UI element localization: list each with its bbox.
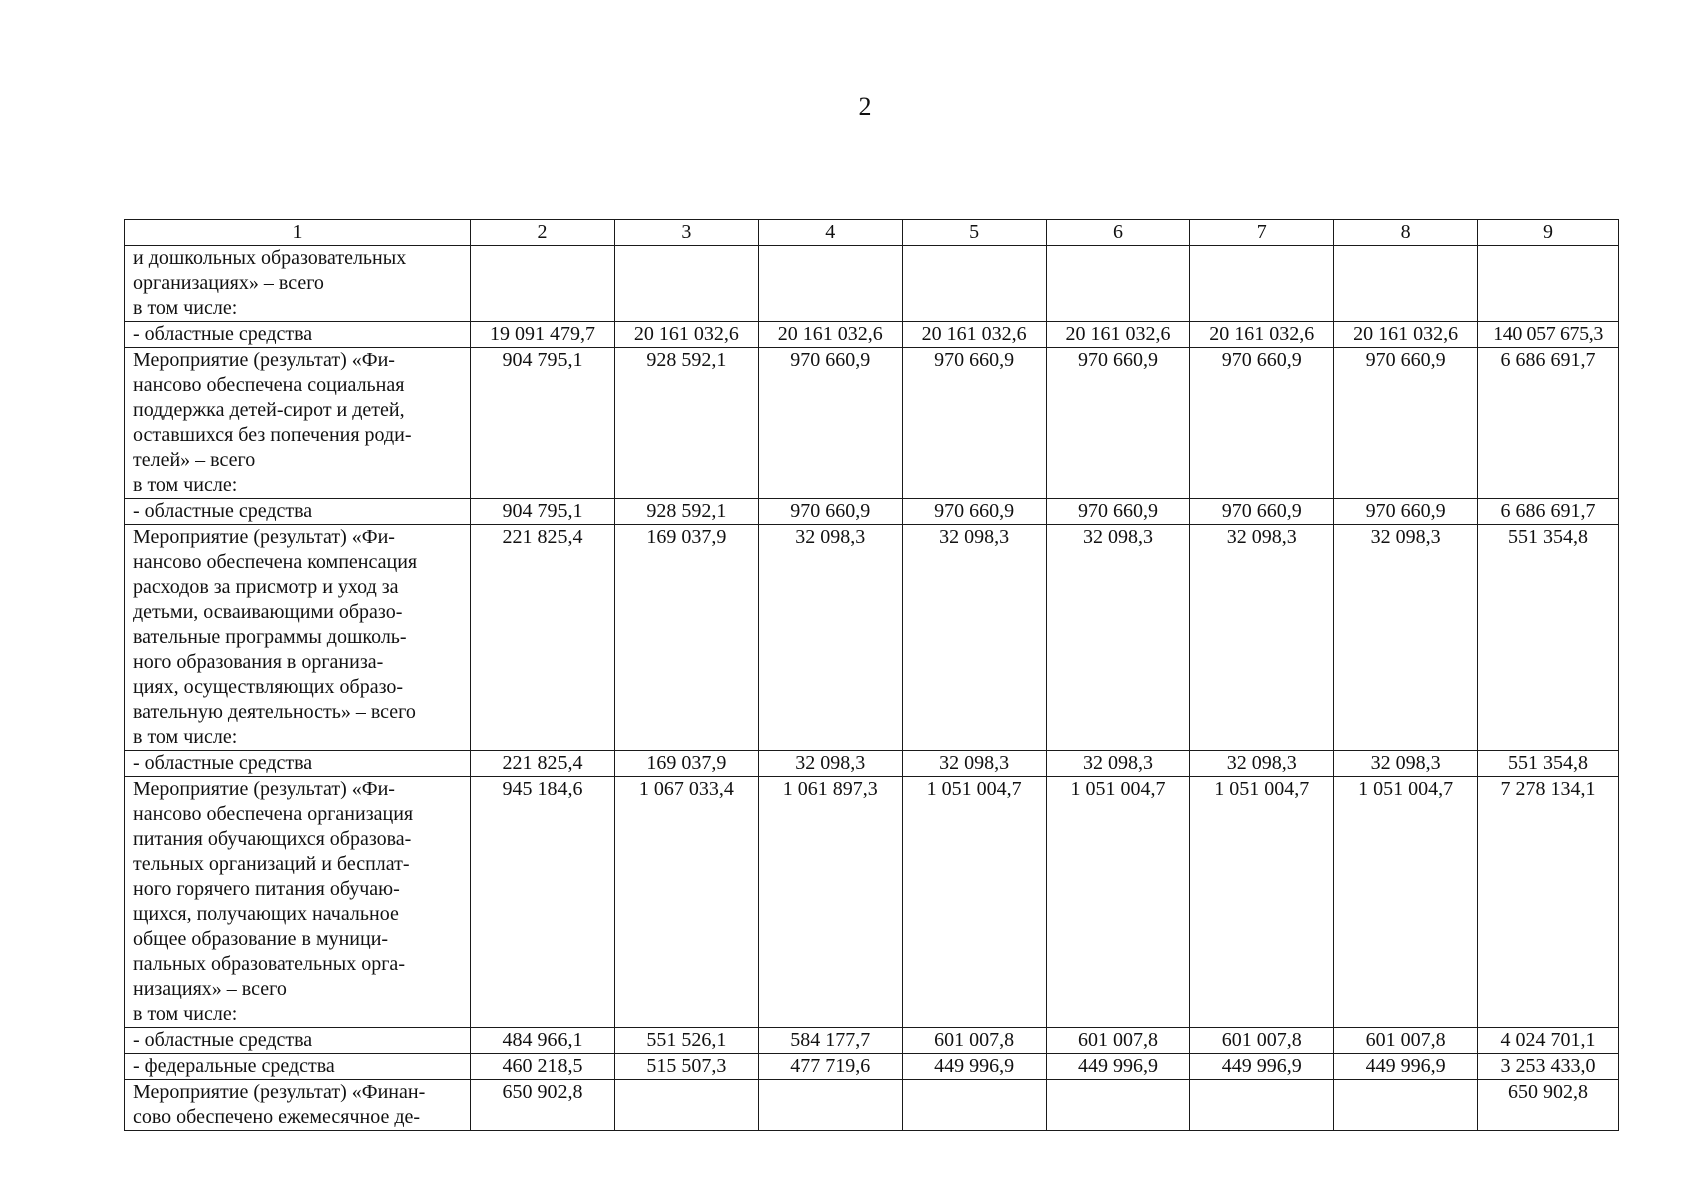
- cell-value: 1 051 004,7: [1334, 777, 1478, 1028]
- cell-value: 1 051 004,7: [902, 777, 1046, 1028]
- row-label: и дошкольных образовательных организациях» – всего в том числе:: [125, 246, 471, 322]
- table-row: [125, 1054, 1619, 1080]
- table-row: [125, 246, 1619, 322]
- row-label: - областные средства: [125, 499, 471, 525]
- cell-value: 20 161 032,6: [1190, 322, 1334, 348]
- row-label: Мероприятие (результат) «Фи- нансово обеспечена организация питания обучающихся образова- тельных организаций и бесплат- ного горячего питания обучаю- щихся, получающих начальное общее образование в муници- пальных образовательных орга- низациях» – всего в том числе:: [125, 777, 471, 1028]
- row-label: - областные средства: [125, 322, 471, 348]
- table-row: [125, 348, 1619, 499]
- cell-value: 20 161 032,6: [758, 322, 902, 348]
- row-label: Мероприятие (результат) «Фи- нансово обеспечена компенсация расходов за присмотр и уход за детьми, осваивающими образо- вательные программы дошколь- ного образования в организа- циях, осуществляющих образо- вательную деятельность» – всего в том числе:: [125, 525, 471, 751]
- cell-value: 32 098,3: [758, 751, 902, 777]
- cell-value: 32 098,3: [902, 751, 1046, 777]
- table-row: [125, 1080, 1619, 1131]
- cell-value: 1 051 004,7: [1046, 777, 1190, 1028]
- cell-value: [1190, 246, 1334, 322]
- cell-value: [1478, 246, 1619, 322]
- cell-value: 970 660,9: [1190, 348, 1334, 499]
- cell-value: 140 057 675,3: [1478, 322, 1619, 348]
- cell-value: 1 061 897,3: [758, 777, 902, 1028]
- cell-value: 601 007,8: [1334, 1028, 1478, 1054]
- cell-value: 584 177,7: [758, 1028, 902, 1054]
- cell-value: 970 660,9: [1334, 348, 1478, 499]
- cell-value: 221 825,4: [471, 751, 615, 777]
- cell-value: [758, 1080, 902, 1131]
- cell-value: 970 660,9: [1334, 499, 1478, 525]
- cell-value: 970 660,9: [902, 499, 1046, 525]
- cell-value: 20 161 032,6: [614, 322, 758, 348]
- cell-value: 32 098,3: [1046, 525, 1190, 751]
- cell-value: 449 996,9: [1334, 1054, 1478, 1080]
- cell-value: 904 795,1: [471, 499, 615, 525]
- cell-value: 7 278 134,1: [1478, 777, 1619, 1028]
- cell-value: 32 098,3: [902, 525, 1046, 751]
- cell-value: [614, 246, 758, 322]
- row-label: Мероприятие (результат) «Фи- нансово обеспечена социальная поддержка детей-сирот и детей, оставшихся без попечения роди- телей» – всего в том числе:: [125, 348, 471, 499]
- cell-value: 945 184,6: [471, 777, 615, 1028]
- column-number: 6: [1046, 220, 1190, 246]
- cell-value: 601 007,8: [902, 1028, 1046, 1054]
- cell-value: 904 795,1: [471, 348, 615, 499]
- cell-value: [1190, 1080, 1334, 1131]
- cell-value: 551 526,1: [614, 1028, 758, 1054]
- cell-value: [614, 1080, 758, 1131]
- cell-value: [902, 1080, 1046, 1131]
- cell-value: 19 091 479,7: [471, 322, 615, 348]
- cell-value: 32 098,3: [1334, 751, 1478, 777]
- row-label: - областные средства: [125, 751, 471, 777]
- cell-value: [758, 246, 902, 322]
- table-row: [125, 525, 1619, 751]
- cell-value: 928 592,1: [614, 348, 758, 499]
- table-row: [125, 499, 1619, 525]
- cell-value: 970 660,9: [1190, 499, 1334, 525]
- cell-value: 650 902,8: [1478, 1080, 1619, 1131]
- cell-value: 32 098,3: [1334, 525, 1478, 751]
- table-row: [125, 322, 1619, 348]
- cell-value: 970 660,9: [1046, 499, 1190, 525]
- cell-value: 601 007,8: [1046, 1028, 1190, 1054]
- cell-value: 970 660,9: [758, 348, 902, 499]
- cell-value: 1 067 033,4: [614, 777, 758, 1028]
- cell-value: 169 037,9: [614, 525, 758, 751]
- column-number: 3: [614, 220, 758, 246]
- cell-value: 169 037,9: [614, 751, 758, 777]
- column-number-row: [125, 220, 1619, 246]
- column-number: 8: [1334, 220, 1478, 246]
- cell-value: 515 507,3: [614, 1054, 758, 1080]
- cell-value: 449 996,9: [902, 1054, 1046, 1080]
- row-label: - федеральные средства: [125, 1054, 471, 1080]
- cell-value: 551 354,8: [1478, 751, 1619, 777]
- cell-value: 551 354,8: [1478, 525, 1619, 751]
- column-number: 4: [758, 220, 902, 246]
- cell-value: 1 051 004,7: [1190, 777, 1334, 1028]
- cell-value: 4 024 701,1: [1478, 1028, 1619, 1054]
- cell-value: [1046, 246, 1190, 322]
- table-body: [125, 246, 1619, 1131]
- cell-value: 32 098,3: [1046, 751, 1190, 777]
- cell-value: 449 996,9: [1046, 1054, 1190, 1080]
- cell-value: 221 825,4: [471, 525, 615, 751]
- cell-value: [1046, 1080, 1190, 1131]
- cell-value: 20 161 032,6: [1334, 322, 1478, 348]
- table-row: [125, 751, 1619, 777]
- cell-value: [1334, 246, 1478, 322]
- budget-table: [124, 219, 1619, 1131]
- cell-value: [1334, 1080, 1478, 1131]
- cell-value: 20 161 032,6: [1046, 322, 1190, 348]
- cell-value: 6 686 691,7: [1478, 348, 1619, 499]
- cell-value: 3 253 433,0: [1478, 1054, 1619, 1080]
- cell-value: 601 007,8: [1190, 1028, 1334, 1054]
- cell-value: 32 098,3: [758, 525, 902, 751]
- table-row: [125, 1028, 1619, 1054]
- column-number: 5: [902, 220, 1046, 246]
- cell-value: 32 098,3: [1190, 525, 1334, 751]
- column-number: 1: [125, 220, 471, 246]
- cell-value: 650 902,8: [471, 1080, 615, 1131]
- cell-value: 928 592,1: [614, 499, 758, 525]
- cell-value: [471, 246, 615, 322]
- row-label: - областные средства: [125, 1028, 471, 1054]
- column-number: 2: [471, 220, 615, 246]
- cell-value: 6 686 691,7: [1478, 499, 1619, 525]
- row-label: Мероприятие (результат) «Финан- сово обеспечено ежемесячное де-: [125, 1080, 471, 1131]
- column-number: 7: [1190, 220, 1334, 246]
- table-row: [125, 777, 1619, 1028]
- cell-value: 449 996,9: [1190, 1054, 1334, 1080]
- column-number: 9: [1478, 220, 1619, 246]
- page-number: 2: [858, 92, 872, 121]
- table-header: [125, 220, 1619, 246]
- cell-value: 484 966,1: [471, 1028, 615, 1054]
- cell-value: 970 660,9: [758, 499, 902, 525]
- cell-value: 477 719,6: [758, 1054, 902, 1080]
- cell-value: 970 660,9: [902, 348, 1046, 499]
- cell-value: [902, 246, 1046, 322]
- cell-value: 970 660,9: [1046, 348, 1190, 499]
- cell-value: 32 098,3: [1190, 751, 1334, 777]
- cell-value: 460 218,5: [471, 1054, 615, 1080]
- cell-value: 20 161 032,6: [902, 322, 1046, 348]
